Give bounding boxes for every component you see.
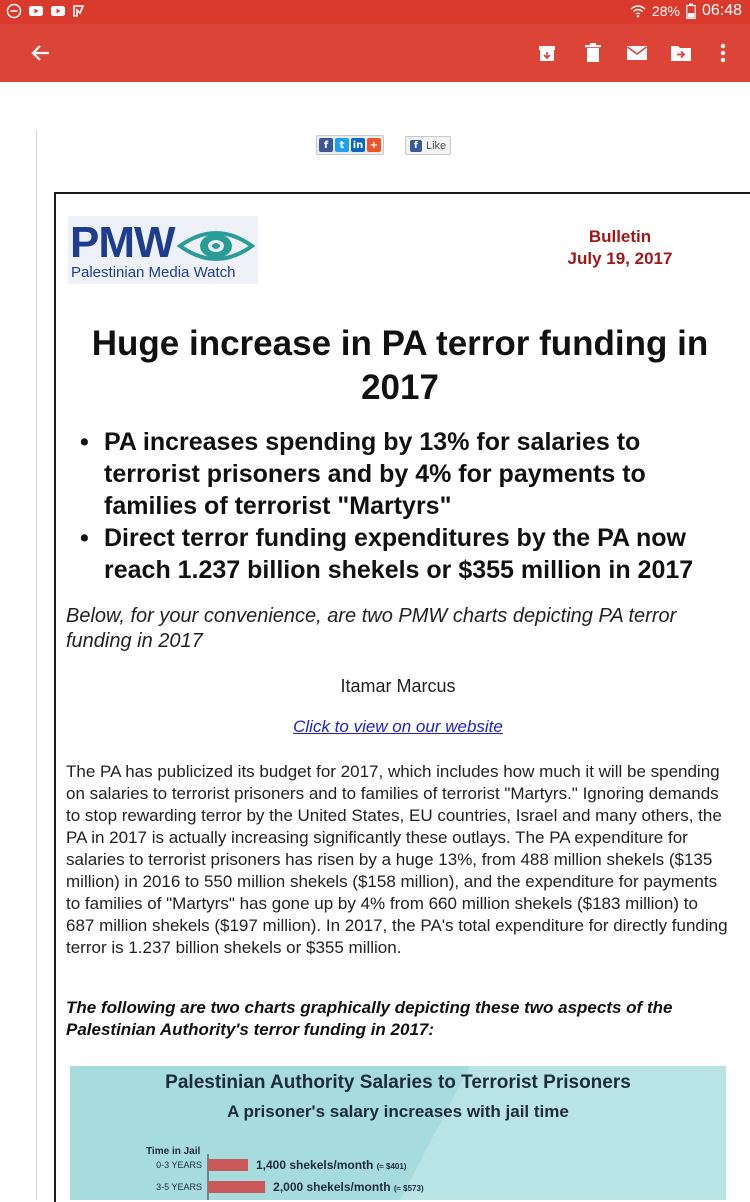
delete-button[interactable] bbox=[580, 40, 606, 66]
more-share-button[interactable]: + bbox=[367, 138, 381, 152]
move-to-button[interactable] bbox=[668, 40, 694, 66]
minus-circle-icon bbox=[6, 3, 22, 19]
view-on-website-link[interactable]: Click to view on our website bbox=[293, 717, 503, 736]
value-note: (≈ $573) bbox=[393, 1184, 424, 1193]
bar bbox=[208, 1159, 248, 1171]
value-note: (≈ $401) bbox=[376, 1162, 407, 1171]
more-vert-icon bbox=[720, 43, 726, 63]
back-arrow-icon bbox=[31, 43, 51, 63]
bulletin-date: July 19, 2017 bbox=[567, 249, 673, 268]
headline: Huge increase in PA terror funding in 2017 bbox=[91, 324, 709, 407]
battery-icon bbox=[686, 3, 696, 19]
logo-subtitle: Palestinian Media Watch bbox=[71, 264, 236, 281]
mail-icon bbox=[626, 44, 648, 62]
category-label: 0-3 YEARS bbox=[156, 1160, 202, 1170]
clock: 06:48 bbox=[701, 2, 742, 19]
youtube-icon bbox=[28, 3, 44, 19]
youtube-icon bbox=[50, 3, 66, 19]
key-point: • Direct terror funding expenditures by the PA now reach 1.237 billion shekels or $355 million in 2017 bbox=[80, 522, 740, 586]
key-point: • PA increases spending by 13% for salaries to terrorist prisoners and by 4% for payments to families of terrorist "Martyrs" bbox=[80, 426, 740, 522]
eye-icon bbox=[176, 224, 256, 268]
value-label: 1,400 shekels/month (≈ $401) bbox=[256, 1158, 407, 1172]
chart-subtitle: A prisoner's salary increases with jail time bbox=[227, 1102, 569, 1121]
quote-rule bbox=[36, 130, 37, 1200]
facebook-icon: f bbox=[410, 140, 422, 152]
move-to-icon bbox=[670, 44, 692, 62]
like-label: Like bbox=[426, 139, 447, 152]
article-body: The PA has publicized its budget for 2017, which includes how much it will be spending on salaries to terrorist prisoners and to families of terrorist "Martyrs." Ignoring demands to stop rewarding terror by the United States, EU countries, Israel and many others, the PA in 2017 is actually increasing significantly these outlays. The PA expenditure for salaries to terrorist prisoners has risen by a huge 13%, from 488 million shekels ($135 million) in 2016 to 550 million shekels ($158 million), and the expenditure for payments to families of "Martyrs" has gone up by 4% from 660 million shekels ($183 million) to 687 million shekels ($197 million). In 2017, the PA's total expenditure for directly funding terror is 1.237 billion shekels or $355 million. bbox=[66, 762, 728, 957]
archive-button[interactable] bbox=[534, 40, 560, 66]
battery-percent: 28% bbox=[651, 3, 680, 19]
bar bbox=[208, 1181, 265, 1193]
chart-title: Palestinian Authority Salaries to Terrorist Prisoners bbox=[165, 1072, 631, 1093]
bulletin-label: Bulletin bbox=[588, 227, 652, 246]
archive-icon bbox=[537, 43, 557, 63]
app-bar bbox=[0, 24, 750, 82]
facebook-like-button[interactable] bbox=[405, 136, 451, 155]
intro-text: Below, for your convenience, are two PMW charts depicting PA terror funding in 2017 bbox=[66, 605, 677, 652]
linkedin-share-button[interactable]: in bbox=[352, 139, 364, 151]
bulletin-header bbox=[540, 226, 700, 270]
y-axis-label: Time in Jail bbox=[146, 1146, 201, 1157]
gmail-icon bbox=[72, 3, 88, 19]
back-button[interactable] bbox=[28, 40, 54, 66]
charts-intro: The following are two charts graphically depicting these two aspects of the Palestinian Authority's terror funding in 2017: bbox=[66, 998, 673, 1039]
category-label: 3-5 YEARS bbox=[156, 1182, 202, 1192]
logo-text: PMW bbox=[70, 218, 175, 267]
twitter-share-button[interactable]: t bbox=[335, 138, 349, 152]
delete-icon bbox=[584, 43, 602, 63]
author: Itamar Marcus bbox=[340, 676, 456, 696]
pmw-logo bbox=[68, 216, 258, 284]
key-points bbox=[80, 426, 740, 586]
more-options-button[interactable] bbox=[710, 40, 736, 66]
salary-chart bbox=[70, 1066, 726, 1200]
value-label: 2,000 shekels/month (≈ $573) bbox=[273, 1180, 424, 1194]
mark-unread-button[interactable] bbox=[624, 40, 650, 66]
facebook-share-button[interactable]: f bbox=[319, 138, 333, 152]
wifi-icon bbox=[630, 4, 646, 18]
share-buttons bbox=[316, 135, 384, 155]
status-bar bbox=[0, 0, 750, 24]
